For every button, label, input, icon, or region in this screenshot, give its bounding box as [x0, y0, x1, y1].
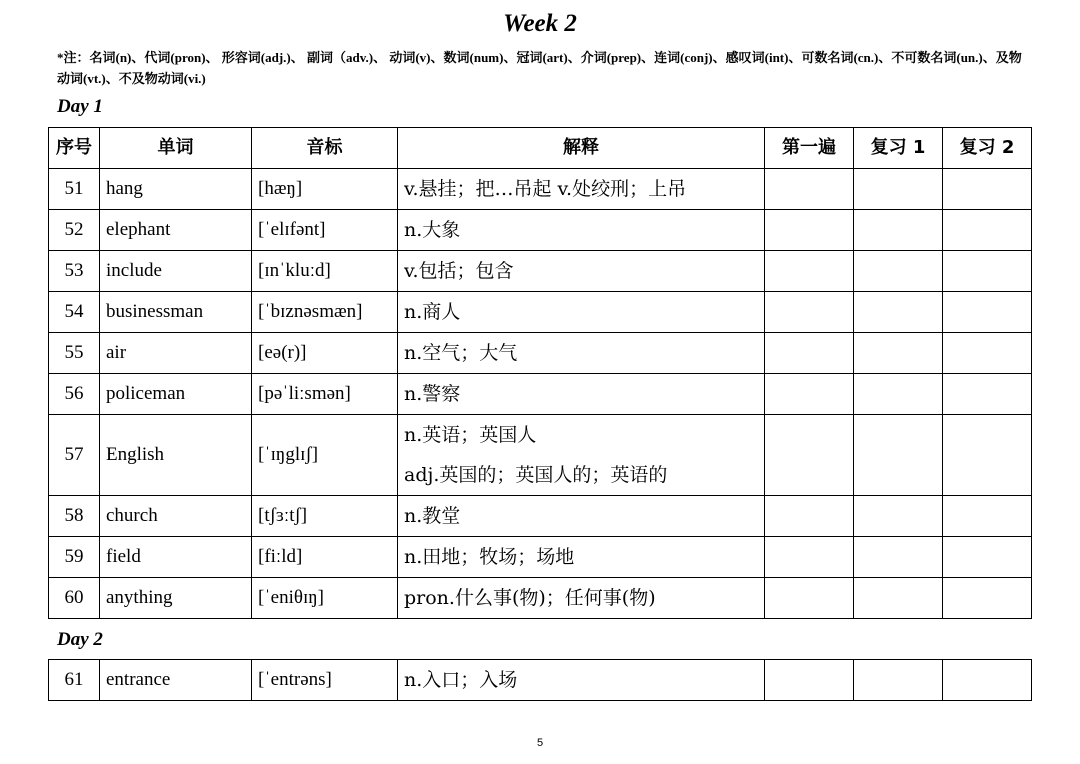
definition-line: n.田地；牧场；场地: [404, 546, 575, 568]
review-1-cell: [854, 169, 943, 210]
review-2-cell: [943, 496, 1032, 537]
row-number: 53: [49, 251, 100, 292]
definition-line: n.大象: [404, 219, 461, 241]
row-number: 60: [49, 578, 100, 619]
row-word: field: [100, 537, 252, 578]
first-pass-cell: [765, 169, 854, 210]
row-word: entrance: [100, 660, 252, 701]
review-1-cell: [854, 292, 943, 333]
review-1-cell: [854, 537, 943, 578]
day-1-heading: Day 1: [57, 96, 103, 117]
first-pass-cell: [765, 660, 854, 701]
row-number: 59: [49, 537, 100, 578]
row-definition: [398, 578, 765, 619]
table-row: [49, 415, 1032, 496]
review-1-cell: [854, 333, 943, 374]
review-1-cell: [854, 578, 943, 619]
row-definition: [398, 292, 765, 333]
row-definition: [398, 210, 765, 251]
row-phonetic: [eə(r)]: [252, 333, 398, 374]
abbreviation-note: *注：名词(n)、代词(pron)、 形容词(adj.)、 副词（adv.)、 动词(v)、数词(num)、冠词(art)、介词(prep)、连词(conj)、感叹词(int)、可数名词(cn.)、不可数名词(un.)、及物动词(vt.)、不及物动词(vi.): [57, 50, 1022, 86]
table-row: [49, 660, 1032, 701]
table-row: [49, 496, 1032, 537]
first-pass-cell: [765, 333, 854, 374]
header-num: 序号: [49, 128, 100, 169]
first-pass-cell: [765, 578, 854, 619]
review-2-cell: [943, 415, 1032, 496]
definition-line: n.入口；入场: [404, 669, 518, 691]
header-definition: 解释: [398, 128, 765, 169]
definition-line: v.悬挂；把…吊起 v.处绞刑；上吊: [404, 178, 687, 200]
row-word: air: [100, 333, 252, 374]
table-row: [49, 374, 1032, 415]
definition-line: n.商人: [404, 301, 461, 323]
review-1-cell: [854, 251, 943, 292]
review-2-cell: [943, 333, 1032, 374]
definition-line: n.教堂: [404, 505, 461, 527]
row-phonetic: [hæŋ]: [252, 169, 398, 210]
table-row: [49, 292, 1032, 333]
vocab-table-day-1: [48, 127, 1032, 619]
row-word: church: [100, 496, 252, 537]
review-2-cell: [943, 537, 1032, 578]
table-body-day-2: [49, 660, 1032, 701]
review-2-cell: [943, 578, 1032, 619]
definition-line: n.空气；大气: [404, 342, 518, 364]
row-number: 58: [49, 496, 100, 537]
row-number: 55: [49, 333, 100, 374]
review-2-cell: [943, 660, 1032, 701]
review-2-cell: [943, 374, 1032, 415]
definition-line: n.警察: [404, 383, 461, 405]
first-pass-cell: [765, 292, 854, 333]
row-number: 56: [49, 374, 100, 415]
row-word: hang: [100, 169, 252, 210]
table-row: [49, 578, 1032, 619]
review-2-cell: [943, 210, 1032, 251]
review-2-cell: [943, 292, 1032, 333]
row-number: 57: [49, 415, 100, 496]
row-phonetic: [fiːld]: [252, 537, 398, 578]
row-phonetic: [ˈɪŋglɪʃ]: [252, 415, 398, 496]
row-phonetic: [ˈentrəns]: [252, 660, 398, 701]
definition-line: adj.英国的；英国人的；英语的: [404, 464, 668, 486]
header-word: 单词: [100, 128, 252, 169]
review-1-cell: [854, 374, 943, 415]
row-word: anything: [100, 578, 252, 619]
row-definition: [398, 537, 765, 578]
table-row: [49, 169, 1032, 210]
table-body-day-1: [49, 169, 1032, 619]
row-definition: [398, 333, 765, 374]
row-definition: [398, 374, 765, 415]
row-definition: [398, 169, 765, 210]
review-1-cell: [854, 660, 943, 701]
header-first: 第一遍: [765, 128, 854, 169]
row-number: 52: [49, 210, 100, 251]
row-phonetic: [ˈeniθɪŋ]: [252, 578, 398, 619]
header-review-2: 复习 2: [943, 128, 1032, 169]
review-2-cell: [943, 169, 1032, 210]
first-pass-cell: [765, 496, 854, 537]
day-2-heading: Day 2: [57, 629, 103, 650]
review-1-cell: [854, 210, 943, 251]
header-review-1: 复习 1: [854, 128, 943, 169]
definition-line: v.包括；包含: [404, 260, 514, 282]
row-number: 51: [49, 169, 100, 210]
row-definition: [398, 415, 765, 496]
row-word: businessman: [100, 292, 252, 333]
first-pass-cell: [765, 251, 854, 292]
row-word: include: [100, 251, 252, 292]
page-title: Week 2: [503, 10, 577, 37]
vocab-table-day-2: [48, 659, 1032, 701]
row-word: policeman: [100, 374, 252, 415]
first-pass-cell: [765, 415, 854, 496]
row-definition: [398, 496, 765, 537]
row-number: 61: [49, 660, 100, 701]
header-phonetic: 音标: [252, 128, 398, 169]
row-phonetic: [ˈelɪfənt]: [252, 210, 398, 251]
row-phonetic: [ɪnˈkluːd]: [252, 251, 398, 292]
row-definition: [398, 660, 765, 701]
review-2-cell: [943, 251, 1032, 292]
definition-line: n.英语；英国人: [404, 424, 537, 446]
table-row: [49, 333, 1032, 374]
first-pass-cell: [765, 537, 854, 578]
row-phonetic: [ˈbɪznəsmæn]: [252, 292, 398, 333]
row-number: 54: [49, 292, 100, 333]
first-pass-cell: [765, 210, 854, 251]
review-1-cell: [854, 415, 943, 496]
table-row: [49, 251, 1032, 292]
table-row: [49, 537, 1032, 578]
row-definition: [398, 251, 765, 292]
page-number: 5: [536, 737, 544, 749]
row-phonetic: [pəˈliːsmən]: [252, 374, 398, 415]
table-header-row: [49, 128, 1032, 169]
table-row: [49, 210, 1032, 251]
definition-line: pron.什么事(物)；任何事(物): [404, 587, 656, 609]
row-word: elephant: [100, 210, 252, 251]
row-phonetic: [tʃɜːtʃ]: [252, 496, 398, 537]
row-word: English: [100, 415, 252, 496]
first-pass-cell: [765, 374, 854, 415]
review-1-cell: [854, 496, 943, 537]
